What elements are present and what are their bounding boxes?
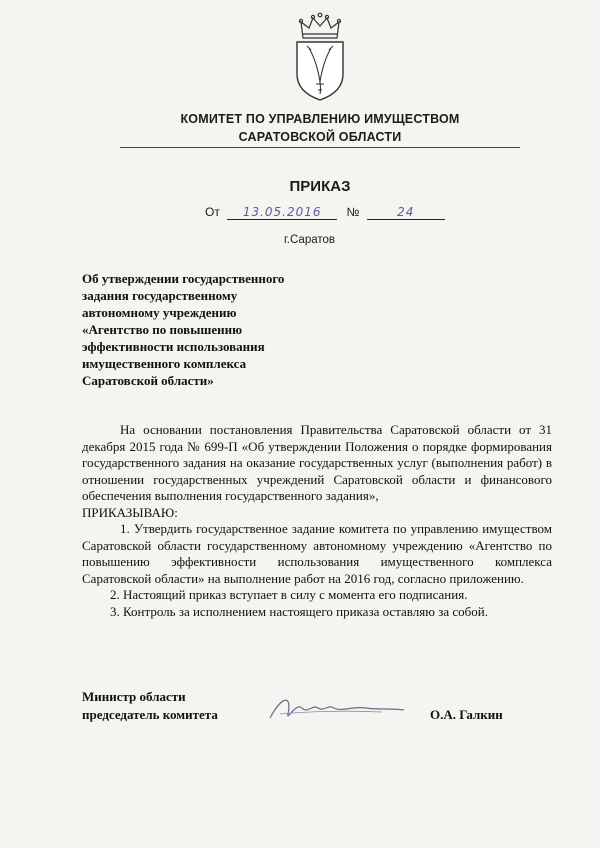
date-value: 13.05.2016	[242, 205, 322, 219]
signatory-position	[82, 688, 218, 724]
signatory-name: О.А. Галкин	[430, 707, 503, 722]
header-divider	[120, 147, 520, 148]
number-field	[367, 205, 445, 220]
handwritten-signature-icon	[262, 688, 412, 728]
subject-line: эффективности использования	[82, 339, 265, 354]
command-word: ПРИКАЗЫВАЮ:	[82, 504, 178, 520]
order-item: 2. Настоящий приказ вступает в силу с момента его подписания.	[110, 587, 468, 602]
subject-line: задания государственному	[82, 288, 238, 303]
order-item: 3. Контроль за исполнением настоящего приказа оставляю за собой.	[110, 603, 488, 619]
order-subject	[82, 270, 322, 389]
position-line: Министр области	[82, 689, 186, 704]
preamble-paragraph: На основании постановления Правительства Саратовской области от 31 декабря 2015 года № 699-П «Об утверждении Положения о порядке формирования государственного задания на оказание государственных услуг (выполнения работ) в отношении государственных учреждений Саратовской области и финансового обеспечения выполнения государственного задания»,	[82, 422, 552, 503]
date-field	[227, 205, 337, 220]
subject-line: имущественного комплекса	[82, 356, 247, 371]
number-label: №	[346, 205, 360, 219]
order-item: 1. Утвердить государственное задание комитета по управлению имуществом Саратовской области государственному автономному учреждению «Агентство по повышению эффективности использования имущественного комплекса Саратовской области» на выполнение работ на 2016 год, согласно приложению.	[82, 521, 552, 586]
order-body	[82, 422, 552, 620]
document-title: ПРИКАЗ	[289, 178, 351, 195]
subject-line: «Агентство по повышению	[82, 322, 242, 337]
date-label: От	[205, 205, 220, 219]
org-name-line2: САРАТОВСКОЙ ОБЛАСТИ	[238, 130, 402, 144]
number-value: 24	[397, 205, 415, 219]
date-number-line	[205, 205, 445, 220]
position-line: председатель комитета	[82, 707, 218, 722]
subject-line: автономному учреждению	[82, 305, 237, 320]
subject-line: Об утверждении государственного	[82, 271, 285, 286]
coat-of-arms-icon	[289, 12, 351, 104]
city-label: г.Саратов	[284, 234, 335, 246]
org-name-line1: КОМИТЕТ ПО УПРАВЛЕНИЮ ИМУЩЕСТВОМ	[180, 112, 460, 126]
subject-line: Саратовской области»	[82, 373, 214, 388]
